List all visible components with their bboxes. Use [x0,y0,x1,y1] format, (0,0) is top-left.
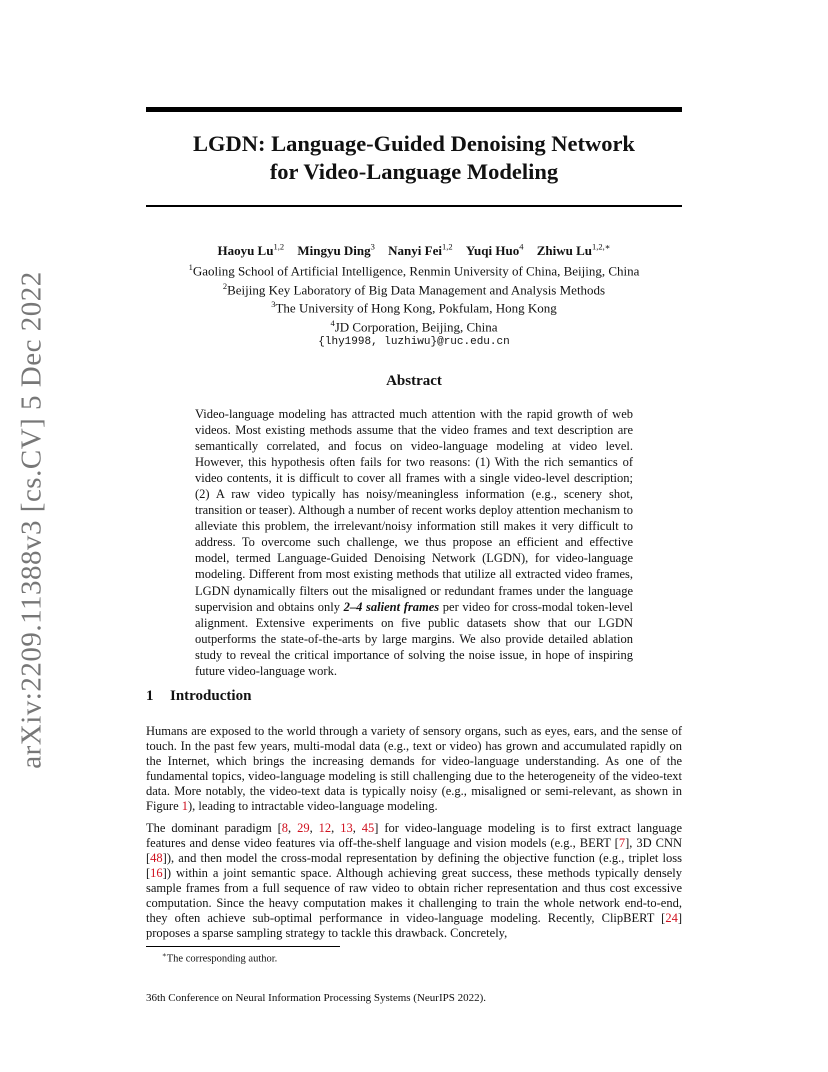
author-5: Zhiwu $Lu^{1,2,∗}$ [536,242,611,259]
citation-link[interactable]: 12 [318,820,332,835]
citation-link[interactable]: 7 [618,835,626,850]
author-3: Nanyi Fei$^{1,2}$ [388,242,453,259]
citation-link[interactable]: 16 [150,865,163,880]
section-title: Introduction [170,688,252,704]
section-heading-introduction [146,688,682,705]
affiliation-3: $^3$The University of Hong Kong, Pokfulam, Hong Kong [271,299,557,316]
footnote [162,951,662,965]
abstract-body: Video-language modeling has attracted much attention with the rapid growth of web videos. Most existing methods assume that the video frames and text description are semantically correlated, and focus on video-language modeling at video level. However, this hypothesis often fails for two reasons: (1) With the rich semantics of video contents, it is difficult to cover all frames with a single video-level description; (2) A raw video typically has noisy/meaningless information (e.g., scenery shot, transition or teaser). Although a number of recent works deploy attention mechanism to alleviate this problem, the irrelevant/noisy information still makes it very difficult to address. To overcome such challenge, we thus propose an efficient and effective model, termed Language-Guided Denoising Network (LGDN), for video-language modeling. Different from most existing methods that utilize all extracted video frames, LGDN dynamically filters out the misaligned or redundant frames under the language supervision and obtains only 2–4 salient frames per video for cross-modal token-level alignment. Extensive experiments on five public datasets show that our LGDN outperforms the state-of-the-arts by large margins. We also provide detailed ablation study to reveal the critical importance of solving the noise issue, in hope of inspiring future video-language work. [195,407,633,678]
author-email: {lhy1998, luzhiwu}@ruc.edu.cn [318,336,510,349]
citation-link[interactable]: 8 [281,820,289,835]
affiliation-2: $^2$Beijing Key Laboratory of Big Data Management and Analysis Methods [222,280,606,297]
affiliation-1: $^1$Gaoling School of Artificial Intelligence, Renmin University of China, Beijing, China [188,261,640,279]
authors-block [120,240,708,351]
citation-link[interactable]: 29 [297,820,310,835]
section-number: 1 [146,688,154,704]
paper-title [146,130,682,186]
intro-paragraph-1: Humans are exposed to the world through a variety of sensory organs, such as eyes, ears, and the sense of touch. In the past few years, multi-modal data (e.g., text or video) has grown and accumulated rapidly on the Internet, which brings the increasing demands for video-language understanding. As one of the fundamental topics, video-language modeling is still challenging due to the heterogeneity of the video-text data. More notably, the video-text data is typically noisy (e.g., misaligned or semi-relevant, as shown in Figure 1), leading to intractable video-language modeling. [146,724,682,814]
title-rule-top [146,107,682,112]
conference-notice: 36th Conference on Neural Information Processing Systems (NeurIPS 2022). [146,992,487,1004]
footnote-rule [146,946,340,947]
abstract-heading: Abstract [386,373,442,389]
citation-link[interactable]: 13 [340,820,353,835]
author-4: Yuqi Huo$^4$ [465,242,524,259]
title-line-1: LGDN: Language-Guided Denoising Network [193,131,635,156]
author-2: Mingyu Ding$^3$ [297,242,375,259]
abstract-emphasis: 2–4 salient frames [343,599,440,614]
footnote-text: The corresponding author. [166,953,278,965]
citation-link[interactable]: 48 [150,850,163,865]
title-line-2: for Video-Language Modeling [269,159,559,184]
affiliation-4: $^4$JD Corporation, Beijing, China [330,318,498,335]
citation-link[interactable]: 45 [361,820,375,835]
arxiv-stamp-text: arXiv:2209.11388v3 [cs.CV] 5 Dec 2022 [15,271,48,769]
introduction-body [146,724,682,947]
author-list [120,240,708,259]
title-rule-bottom [146,205,682,207]
figure-ref-1[interactable]: 1 [181,799,189,814]
author-1: Haoyu Lu$^{1,2}$ [217,242,285,259]
citation-link[interactable]: 24 [665,911,678,926]
arxiv-stamp [6,271,58,769]
footnote-mark: ∗ [162,951,167,959]
intro-paragraph-2: The dominant paradigm [8, 29, 12, 13, 45] for video-language modeling is to first extract language features and dense video features via off-the-shelf language and vision models (e.g., BERT [7], 3D CNN [48]), and then model the cross-modal representation by defining the objective function (e.g., triplet loss [16]) within a joint semantic space. Although achieving great success, these methods typically densely sample frames from a full sequence of raw video to obtain richer representation and thus cost excessive computation. Since the heavy computation makes it challenging to train the whole network end-to-end, they often achieve sub-optimal performance in video-language modeling. Recently, ClipBERT [24] proposes a sparse sampling strategy to tackle this drawback. Concretely, [146,820,683,941]
